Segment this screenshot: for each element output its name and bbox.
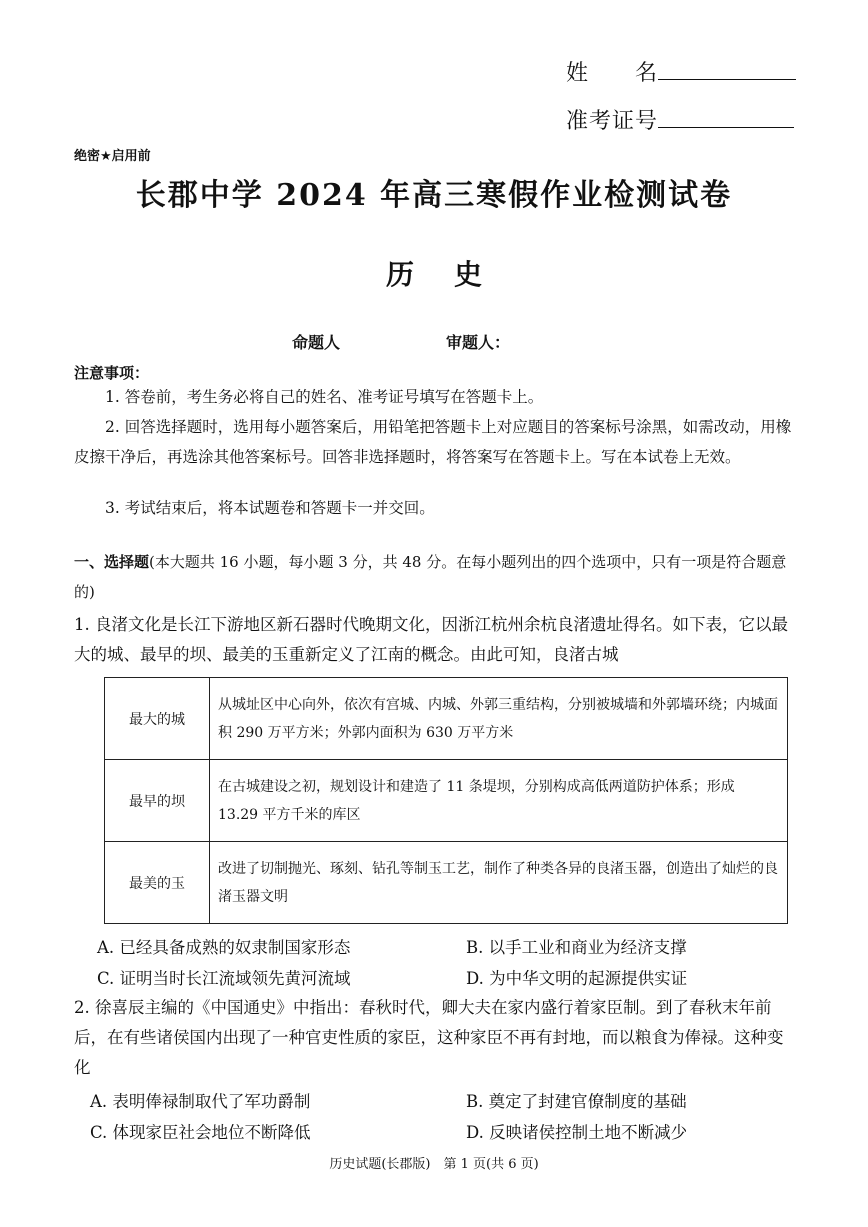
exam-id-blank <box>658 109 794 128</box>
subject-title: 历史 <box>385 258 522 291</box>
name-field <box>566 56 796 87</box>
q2-option-a[interactable]: A. 表明俸禄制取代了军功爵制 <box>90 1092 311 1111</box>
q2-option-c[interactable]: C. 体现家臣社会地位不断降低 <box>90 1123 311 1142</box>
notes-heading: 注意事项： <box>74 364 150 382</box>
liangzhu-table <box>104 677 788 924</box>
section-label: 一、选择题 <box>74 553 150 571</box>
note-item: 2. 回答选择题时，选用每小题答案后，用铅笔把答题卡上对应题目的答案标号涂黑，如需改动，用橡皮擦干净后，再选涂其他答案标号。回答非选择题时，将答案写在答题卡上。写在本试卷上无效。 <box>74 418 792 466</box>
table-value-cell: 从城址区中心向外，依次有宫城、内城、外郭三重结构，分别被城墙和外郭墙环绕；内城面积 290 万平方米；外郭内面积为 630 万平方米 <box>210 678 788 760</box>
section-heading <box>74 547 799 607</box>
table-row <box>105 760 788 842</box>
q2-option-d[interactable]: D. 反映诸侯控制土地不断减少 <box>466 1123 688 1142</box>
question-2-stem: 2. 徐喜辰主编的《中国通史》中指出：春秋时代，卿大夫在家内盛行着家臣制。到了春秋末年前后，在有些诸侯国内出现了一种官吏性质的家臣，这种家臣不再有封地，而以粮食为俸禄。这种变化 <box>74 998 784 1077</box>
q1-option-a[interactable]: A. 已经具备成熟的奴隶制国家形态 <box>97 938 351 957</box>
table-key-cell: 最美的玉 <box>105 842 210 924</box>
question-1-stem: 1. 良渚文化是长江下游地区新石器时代晚期文化，因浙江杭州余杭良渚遗址得名。如下表，它以最大的城、最早的坝、最美的玉重新定义了江南的概念。由此可知，良渚古城 <box>74 615 788 664</box>
q2-option-b[interactable]: B. 奠定了封建官僚制度的基础 <box>466 1092 687 1111</box>
secret-mark: 绝密★启用前 <box>74 149 151 164</box>
exam-id-label: 准考证号 <box>566 109 659 134</box>
table-row <box>105 678 788 760</box>
setter-label: 命题人 <box>292 333 341 352</box>
q1-option-c[interactable]: C. 证明当时长江流域领先黄河流域 <box>97 969 351 988</box>
q1-option-d[interactable]: D. 为中华文明的起源提供实证 <box>466 969 688 988</box>
q1-option-b[interactable]: B. 以手工业和商业为经济支撑 <box>466 938 687 957</box>
exam-id-field <box>566 104 794 135</box>
note-item: 3. 考试结束后，将本试题卷和答题卡一并交回。 <box>105 499 435 517</box>
name-label: 姓 名 <box>566 61 659 86</box>
name-blank <box>658 61 796 80</box>
reviewer-label: 审题人： <box>446 333 511 352</box>
table-key-cell: 最大的城 <box>105 678 210 760</box>
table-row <box>105 842 788 924</box>
note-item: 1. 答卷前，考生务必将自己的姓名、准考证号填写在答题卡上。 <box>105 388 544 406</box>
table-value-cell: 改进了切制抛光、琢刻、钻孔等制玉工艺，制作了种类各异的良渚玉器，创造出了灿烂的良渚玉器文明 <box>210 842 788 924</box>
table-value-cell: 在古城建设之初，规划设计和建造了 11 条堤坝，分别构成高低两道防护体系；形成 13.29 平方千米的库区 <box>210 760 788 842</box>
exam-title: 长郡中学 2024 年高三寒假作业检测试卷 <box>135 178 733 213</box>
page-footer: 历史试题(长郡版) 第 1 页(共 6 页) <box>329 1157 539 1172</box>
table-key-cell: 最早的坝 <box>105 760 210 842</box>
section-description: (本大题共 16 小题，每小题 3 分，共 48 分。在每小题列出的四个选项中，只有一项是符合题意的) <box>74 553 787 601</box>
